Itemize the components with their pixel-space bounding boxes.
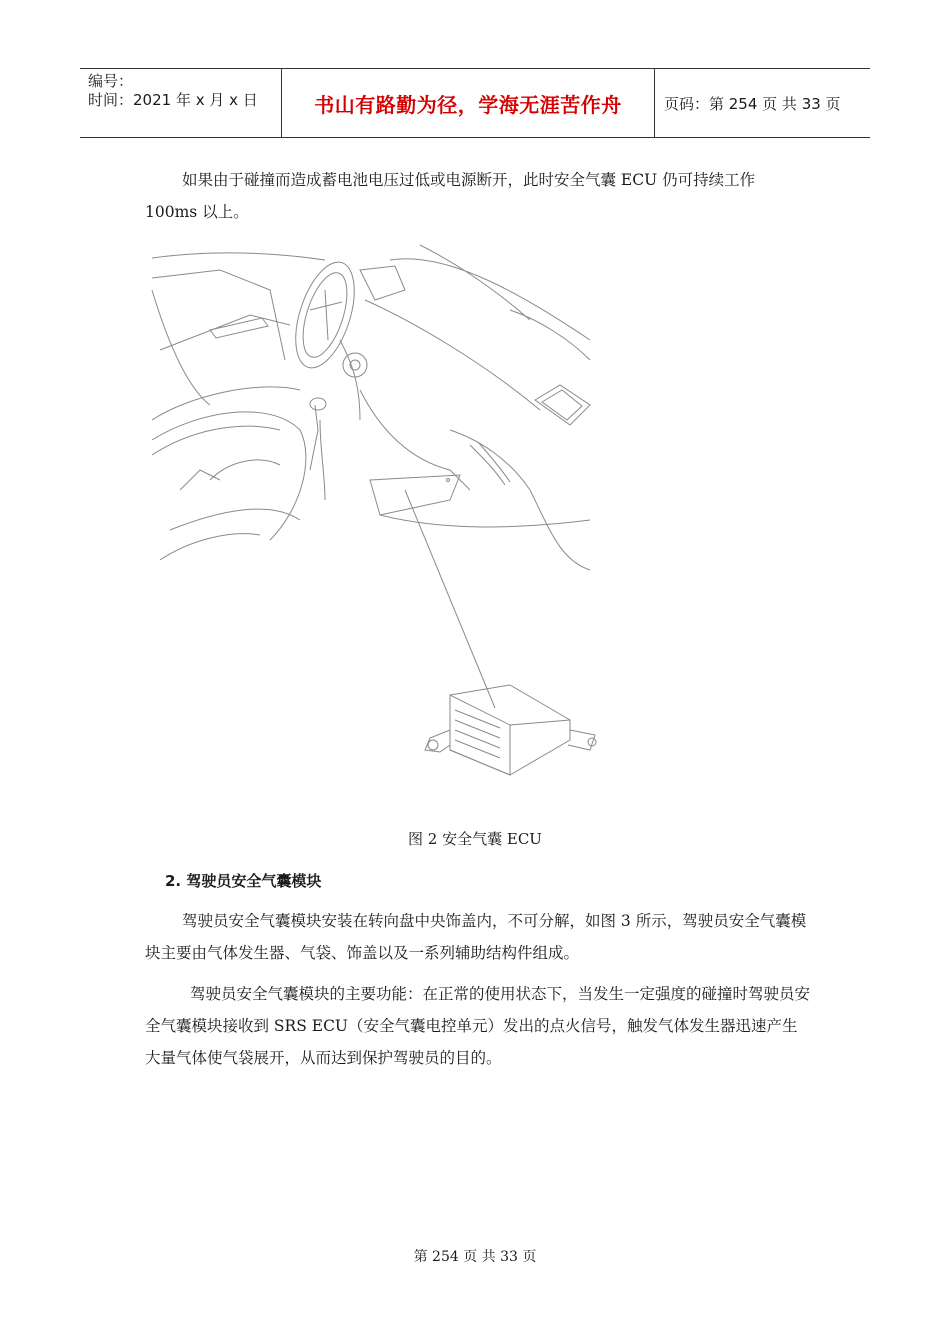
figure-caption: 图 2 安全气囊 ECU <box>408 830 542 848</box>
header-motto-cell <box>281 69 655 137</box>
paragraph-2 <box>145 905 810 969</box>
motto-text: 书山有路勤为径，学海无涯苦作舟 <box>314 92 622 117</box>
page-label: 页码：第 254 页 共 33 页 <box>664 94 841 113</box>
paragraph-1 <box>145 164 810 228</box>
header-page-cell <box>654 69 870 137</box>
airbag-ecu-illustration <box>150 230 610 810</box>
section-title: 2. 驾驶员安全气囊模块 <box>165 872 322 890</box>
paragraph-3 <box>145 978 810 1074</box>
paragraph-3-text: 驾驶员安全气囊模块的主要功能：在正常的使用状态下，当发生一定强度的碰撞时驾驶员安全气囊模块接收到 SRS ECU（安全气囊电控单元）发出的点火信号，触发气体发生器迅速产生大量气体使气袋展开，从而达到保护驾驶员的目的。 <box>145 985 811 1067</box>
header-meta <box>80 69 280 137</box>
page-header <box>80 68 870 138</box>
time-label: 时间：2021 年 x 月 x 日 <box>88 91 258 109</box>
page-footer: 第 254 页 共 33 页 <box>413 1249 537 1265</box>
code-label: 编号： <box>88 72 134 90</box>
paragraph-2-text: 驾驶员安全气囊模块安装在转向盘中央饰盖内，不可分解，如图 3 所示，驾驶员安全气囊模块主要由气体发生器、气袋、饰盖以及一系列辅助结构件组成。 <box>145 912 807 962</box>
paragraph-1-text: 如果由于碰撞而造成蓄电池电压过低或电源断开，此时安全气囊 ECU 仍可持续工作 100ms 以上。 <box>145 171 756 221</box>
